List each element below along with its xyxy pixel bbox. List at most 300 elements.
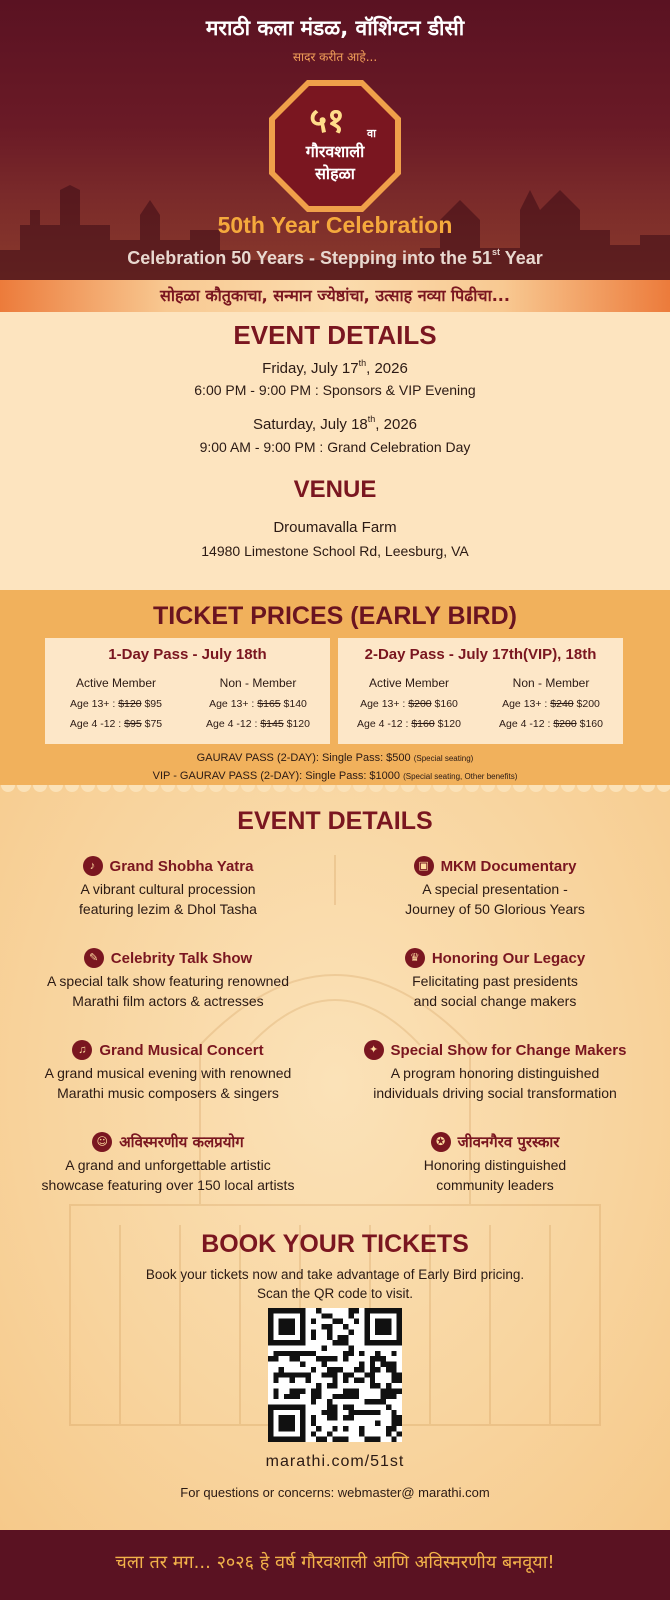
qr-module bbox=[279, 1329, 284, 1334]
scallop-dot bbox=[625, 785, 639, 792]
scallop-dot bbox=[273, 785, 287, 792]
qr-module bbox=[370, 1383, 375, 1388]
qr-module bbox=[364, 1324, 369, 1329]
qr-module bbox=[375, 1356, 380, 1361]
drum-icon: ♪ bbox=[83, 856, 103, 876]
scallop-dot bbox=[65, 785, 79, 792]
qr-module bbox=[300, 1308, 305, 1313]
qr-module bbox=[289, 1404, 294, 1409]
pass-title: 2-Day Pass - July 17th(VIP), 18th bbox=[364, 646, 597, 663]
qr-module bbox=[397, 1335, 402, 1340]
qr-module bbox=[289, 1421, 294, 1426]
qr-module bbox=[311, 1431, 316, 1436]
qr-module bbox=[327, 1335, 332, 1340]
qr-module bbox=[300, 1329, 305, 1334]
qr-module bbox=[327, 1431, 332, 1436]
qr-module bbox=[311, 1351, 316, 1356]
qr-module bbox=[348, 1394, 353, 1399]
scallop-dot bbox=[465, 785, 479, 792]
qr-module bbox=[284, 1351, 289, 1356]
qr-module bbox=[284, 1394, 289, 1399]
qr-module bbox=[375, 1410, 380, 1415]
qr-module bbox=[268, 1356, 273, 1361]
gift-icon: ✦ bbox=[364, 1040, 384, 1060]
scallop-dot bbox=[145, 785, 159, 792]
qr-module bbox=[306, 1372, 311, 1377]
qr-module bbox=[300, 1335, 305, 1340]
qr-module bbox=[279, 1324, 284, 1329]
qr-module bbox=[359, 1367, 364, 1372]
day2-date: Saturday, July 18th, 2026 bbox=[252, 414, 418, 433]
qr-module bbox=[338, 1340, 343, 1345]
qr-module bbox=[386, 1367, 391, 1372]
qr-module bbox=[311, 1329, 316, 1334]
qr-module bbox=[268, 1335, 273, 1340]
qr-module bbox=[284, 1421, 289, 1426]
qr-module bbox=[295, 1394, 300, 1399]
qr-module bbox=[375, 1367, 380, 1372]
scallop-dot bbox=[177, 785, 191, 792]
qr-module bbox=[381, 1356, 386, 1361]
qr-module bbox=[311, 1394, 316, 1399]
qr-module bbox=[295, 1308, 300, 1313]
qr-module bbox=[273, 1351, 278, 1356]
pass-title: 1-Day Pass - July 18th bbox=[108, 646, 267, 663]
qr-module bbox=[279, 1421, 284, 1426]
scallop-dot bbox=[49, 785, 63, 792]
qr-module bbox=[316, 1383, 321, 1388]
qr-module bbox=[300, 1431, 305, 1436]
qr-module bbox=[306, 1378, 311, 1383]
badge-line-1: गौरवशाली bbox=[305, 142, 365, 161]
badge-line-2: सोहळा bbox=[315, 164, 355, 183]
qr-module bbox=[332, 1372, 337, 1377]
qr-module bbox=[343, 1388, 348, 1393]
feature-title: MKM Documentary bbox=[440, 857, 577, 875]
feature-line: A special presentation - bbox=[422, 881, 568, 897]
qr-module bbox=[359, 1410, 364, 1415]
qr-module bbox=[284, 1372, 289, 1377]
scallop-dot bbox=[369, 785, 383, 792]
qr-module bbox=[381, 1388, 386, 1393]
qr-module bbox=[322, 1324, 327, 1329]
qr-module bbox=[348, 1313, 353, 1318]
feature-line: Marathi film actors & actresses bbox=[72, 993, 264, 1009]
scallop-dot bbox=[193, 785, 207, 792]
scalloped-edge bbox=[0, 785, 670, 793]
qr-module bbox=[364, 1313, 369, 1318]
book-tickets-title: BOOK YOUR TICKETS bbox=[201, 1230, 469, 1258]
qr-module bbox=[370, 1410, 375, 1415]
qr-module bbox=[386, 1308, 391, 1313]
qr-module bbox=[375, 1319, 380, 1324]
qr-module bbox=[338, 1335, 343, 1340]
event-details-section bbox=[0, 312, 670, 590]
qr-module bbox=[300, 1421, 305, 1426]
price-row: Age 4 -12 : $160 $120 bbox=[357, 718, 461, 730]
qr-module bbox=[284, 1329, 289, 1334]
qr-module bbox=[332, 1394, 337, 1399]
qr-module bbox=[279, 1404, 284, 1409]
celebration-title: 50th Year Celebration bbox=[217, 212, 453, 238]
qr-module bbox=[397, 1313, 402, 1318]
qr-module bbox=[364, 1308, 369, 1313]
scallop-dot bbox=[385, 785, 399, 792]
qr-module bbox=[343, 1324, 348, 1329]
qr-module bbox=[397, 1319, 402, 1324]
scallop-dot bbox=[353, 785, 367, 792]
qr-module bbox=[311, 1388, 316, 1393]
feature-line: A grand musical evening with renowned bbox=[44, 1065, 292, 1081]
qr-module bbox=[284, 1324, 289, 1329]
qr-module bbox=[316, 1426, 321, 1431]
music-icon: ♫ bbox=[72, 1040, 92, 1060]
qr-module bbox=[359, 1426, 364, 1431]
qr-module bbox=[268, 1415, 273, 1420]
scallop-dot bbox=[529, 785, 543, 792]
qr-module bbox=[311, 1415, 316, 1420]
performer-icon: ☺ bbox=[92, 1132, 112, 1152]
qr-module bbox=[354, 1308, 359, 1313]
feature-mkm-documentary bbox=[345, 855, 645, 919]
qr-module bbox=[370, 1356, 375, 1361]
qr-module bbox=[332, 1383, 337, 1388]
feature-line: A vibrant cultural procession bbox=[80, 881, 256, 897]
qr-module bbox=[289, 1426, 294, 1431]
qr-module bbox=[316, 1437, 321, 1442]
qr-module bbox=[343, 1394, 348, 1399]
qr-module bbox=[397, 1388, 402, 1393]
qr-module bbox=[284, 1308, 289, 1313]
qr-module bbox=[268, 1431, 273, 1436]
qr-module bbox=[338, 1319, 343, 1324]
qr-module bbox=[386, 1340, 391, 1345]
qr-module bbox=[386, 1431, 391, 1436]
scallop-dot bbox=[609, 785, 623, 792]
feature-celebrity-talk-show bbox=[18, 947, 318, 1011]
qr-module bbox=[386, 1319, 391, 1324]
qr-module bbox=[327, 1329, 332, 1334]
qr-module bbox=[343, 1351, 348, 1356]
qr-module bbox=[370, 1437, 375, 1442]
qr-module bbox=[364, 1340, 369, 1345]
qr-module bbox=[391, 1410, 396, 1415]
qr-module bbox=[381, 1319, 386, 1324]
qr-module bbox=[354, 1388, 359, 1393]
qr-module bbox=[279, 1367, 284, 1372]
qr-module bbox=[397, 1421, 402, 1426]
scallop-dot bbox=[657, 785, 670, 792]
qr-module bbox=[343, 1372, 348, 1377]
qr-module bbox=[386, 1388, 391, 1393]
qr-module bbox=[332, 1356, 337, 1361]
qr-module bbox=[370, 1399, 375, 1404]
qr-module bbox=[279, 1351, 284, 1356]
feature-line: Honoring distinguished bbox=[423, 1157, 567, 1173]
qr-module bbox=[268, 1313, 273, 1318]
qr-module bbox=[327, 1324, 332, 1329]
qr-module bbox=[348, 1404, 353, 1409]
qr-module bbox=[364, 1399, 369, 1404]
qr-module bbox=[386, 1329, 391, 1334]
feature-line: community leaders bbox=[436, 1177, 554, 1193]
qr-module bbox=[391, 1378, 396, 1383]
qr-module bbox=[289, 1388, 294, 1393]
qr-module bbox=[289, 1372, 294, 1377]
qr-module bbox=[364, 1329, 369, 1334]
qr-module bbox=[300, 1351, 305, 1356]
qr-module bbox=[375, 1437, 380, 1442]
qr-module bbox=[375, 1421, 380, 1426]
qr-module bbox=[381, 1324, 386, 1329]
qr-module bbox=[370, 1308, 375, 1313]
qr-module bbox=[273, 1372, 278, 1377]
qr-module bbox=[279, 1437, 284, 1442]
price-row: Age 13+ : $165 $140 bbox=[209, 698, 307, 710]
qr-module bbox=[391, 1415, 396, 1420]
qr-module bbox=[268, 1410, 273, 1415]
scallop-dot bbox=[81, 785, 95, 792]
qr-module bbox=[354, 1319, 359, 1324]
day2-time: 9:00 AM - 9:00 PM : Grand Celebration Day bbox=[199, 439, 471, 455]
qr-module bbox=[316, 1308, 321, 1313]
features-title: EVENT DETAILS bbox=[237, 807, 433, 835]
qr-module bbox=[391, 1421, 396, 1426]
qr-module bbox=[332, 1415, 337, 1420]
scallop-dot bbox=[257, 785, 271, 792]
qr-module bbox=[332, 1367, 337, 1372]
ticket-prices-title: TICKET PRICES (EARLY BIRD) bbox=[153, 602, 517, 630]
qr-module bbox=[343, 1415, 348, 1420]
qr-module bbox=[381, 1394, 386, 1399]
book-tickets-line-1: Book your tickets now and take advantage of Early Bird pricing. bbox=[145, 1267, 525, 1282]
qr-module bbox=[370, 1367, 375, 1372]
feature-change-makers bbox=[345, 1039, 645, 1103]
day1-date: Friday, July 17th, 2026 bbox=[262, 358, 408, 377]
qr-module bbox=[268, 1308, 273, 1313]
qr-module bbox=[300, 1410, 305, 1415]
qr-module bbox=[279, 1340, 284, 1345]
event-details-title: EVENT DETAILS bbox=[233, 320, 437, 350]
qr-module bbox=[300, 1362, 305, 1367]
qr-module bbox=[397, 1378, 402, 1383]
qr-module bbox=[354, 1378, 359, 1383]
qr-module bbox=[279, 1372, 284, 1377]
scallop-dot bbox=[577, 785, 591, 792]
qr-module bbox=[311, 1335, 316, 1340]
qr-module bbox=[364, 1437, 369, 1442]
qr-module bbox=[370, 1362, 375, 1367]
venue-address: 14980 Limestone School Rd, Leesburg, VA bbox=[201, 543, 469, 559]
tagline-bar: सोहळा कौतुकाचा, सन्मान ज्येष्ठांचा, उत्साह नव्या पिढीचा... bbox=[0, 280, 670, 312]
qr-module bbox=[375, 1351, 380, 1356]
scallop-dot bbox=[129, 785, 143, 792]
qr-module bbox=[273, 1388, 278, 1393]
qr-module bbox=[322, 1346, 327, 1351]
award-icon: ✪ bbox=[431, 1132, 451, 1152]
qr-module bbox=[289, 1340, 294, 1345]
qr-module bbox=[391, 1351, 396, 1356]
qr-module bbox=[332, 1437, 337, 1442]
active-member-label: Active Member bbox=[75, 676, 157, 690]
qr-module bbox=[327, 1404, 332, 1409]
qr-module bbox=[397, 1329, 402, 1334]
scallop-dot bbox=[449, 785, 463, 792]
qr-module bbox=[300, 1426, 305, 1431]
qr-module bbox=[322, 1437, 327, 1442]
qr-module bbox=[391, 1437, 396, 1442]
price-row: Age 13+ : $120 $95 bbox=[70, 698, 162, 710]
qr-module bbox=[316, 1388, 321, 1393]
scallop-dot bbox=[545, 785, 559, 792]
qr-module bbox=[273, 1378, 278, 1383]
qr-module bbox=[316, 1394, 321, 1399]
qr-code[interactable] bbox=[268, 1308, 402, 1442]
badge-suffix: वा bbox=[367, 127, 376, 140]
qr-module bbox=[391, 1362, 396, 1367]
qr-module bbox=[268, 1404, 273, 1409]
venue-title: VENUE bbox=[293, 476, 377, 503]
qr-module bbox=[311, 1421, 316, 1426]
qr-module bbox=[386, 1404, 391, 1409]
scallop-dot bbox=[113, 785, 127, 792]
scallop-dot bbox=[513, 785, 527, 792]
qr-module bbox=[300, 1388, 305, 1393]
qr-module bbox=[327, 1383, 332, 1388]
qr-module bbox=[268, 1324, 273, 1329]
qr-module bbox=[338, 1367, 343, 1372]
qr-module bbox=[364, 1410, 369, 1415]
feature-line: Marathi music composers & singers bbox=[57, 1085, 279, 1101]
scallop-dot bbox=[321, 785, 335, 792]
scallop-dot bbox=[561, 785, 575, 792]
price-row: Age 13+ : $240 $200 bbox=[502, 698, 600, 710]
booking-url[interactable]: marathi.com/51st bbox=[265, 1453, 405, 1470]
qr-module bbox=[354, 1367, 359, 1372]
price-row: Age 13+ : $200 $160 bbox=[360, 698, 458, 710]
qr-module bbox=[300, 1340, 305, 1345]
contact-line[interactable]: For questions or concerns: webmaster@ marathi.com bbox=[180, 1485, 490, 1500]
qr-module bbox=[397, 1340, 402, 1345]
qr-module bbox=[279, 1415, 284, 1420]
qr-module bbox=[327, 1372, 332, 1377]
feature-line: featuring lezim & Dhol Tasha bbox=[79, 901, 257, 917]
qr-module bbox=[332, 1404, 337, 1409]
qr-module bbox=[327, 1415, 332, 1420]
scallop-dot bbox=[401, 785, 415, 792]
scallop-dot bbox=[641, 785, 655, 792]
active-member-label: Active Member bbox=[368, 676, 450, 690]
qr-module bbox=[284, 1319, 289, 1324]
qr-module bbox=[348, 1372, 353, 1377]
non-member-label: Non - Member bbox=[512, 676, 590, 690]
price-row: Age 4 -12 : $200 $160 bbox=[499, 718, 603, 730]
scallop-dot bbox=[241, 785, 255, 792]
qr-module bbox=[268, 1426, 273, 1431]
qr-module bbox=[386, 1383, 391, 1388]
qr-module bbox=[327, 1399, 332, 1404]
qr-module bbox=[343, 1340, 348, 1345]
qr-module bbox=[381, 1362, 386, 1367]
qr-module bbox=[268, 1329, 273, 1334]
feature-title: जीवनगैरव पुरस्कार bbox=[457, 1133, 560, 1151]
qr-module bbox=[391, 1394, 396, 1399]
qr-module bbox=[289, 1308, 294, 1313]
trophy-icon: ♛ bbox=[405, 948, 425, 968]
anniversary-badge bbox=[267, 78, 403, 214]
qr-module bbox=[311, 1399, 316, 1404]
qr-module bbox=[359, 1351, 364, 1356]
qr-module bbox=[300, 1372, 305, 1377]
feature-title: Celebrity Talk Show bbox=[110, 949, 253, 967]
scallop-dot bbox=[161, 785, 175, 792]
qr-module bbox=[338, 1394, 343, 1399]
org-title: मराठी कला मंडळ, वॉशिंग्टन डीसी bbox=[205, 16, 465, 40]
scallop-dot bbox=[337, 785, 351, 792]
venue-name: Droumavalla Farm bbox=[273, 519, 397, 536]
qr-module bbox=[370, 1340, 375, 1345]
qr-module bbox=[327, 1410, 332, 1415]
qr-module bbox=[284, 1415, 289, 1420]
feature-musical-concert bbox=[18, 1039, 318, 1103]
qr-module bbox=[295, 1404, 300, 1409]
qr-module bbox=[279, 1319, 284, 1324]
qr-module bbox=[370, 1378, 375, 1383]
qr-module bbox=[359, 1378, 364, 1383]
qr-module bbox=[397, 1431, 402, 1436]
qr-module bbox=[300, 1404, 305, 1409]
qr-module bbox=[311, 1367, 316, 1372]
scallop-dot bbox=[305, 785, 319, 792]
scallop-dot bbox=[433, 785, 447, 792]
qr-module bbox=[284, 1426, 289, 1431]
qr-module bbox=[289, 1356, 294, 1361]
non-member-label: Non - Member bbox=[219, 676, 297, 690]
qr-module bbox=[348, 1410, 353, 1415]
qr-module bbox=[359, 1362, 364, 1367]
qr-module bbox=[273, 1404, 278, 1409]
qr-module bbox=[348, 1329, 353, 1334]
feature-line: A special talk show featuring renowned bbox=[46, 973, 290, 989]
qr-module bbox=[295, 1437, 300, 1442]
qr-module bbox=[397, 1308, 402, 1313]
feature-line: Journey of 50 Glorious Years bbox=[405, 901, 585, 917]
qr-module bbox=[273, 1394, 278, 1399]
feature-title: अविस्मरणीय कलप्रयोग bbox=[119, 1133, 244, 1151]
scallop-dot bbox=[481, 785, 495, 792]
qr-module bbox=[359, 1431, 364, 1436]
qr-module bbox=[295, 1340, 300, 1345]
day1-time: 6:00 PM - 9:00 PM : Sponsors & VIP Evening bbox=[194, 382, 476, 398]
qr-module bbox=[279, 1426, 284, 1431]
microphone-icon: ✎ bbox=[84, 948, 104, 968]
qr-module bbox=[279, 1308, 284, 1313]
scallop-dot bbox=[1, 785, 15, 792]
feature-line: Felicitating past presidents bbox=[412, 973, 578, 989]
feature-title: Grand Musical Concert bbox=[99, 1041, 264, 1059]
qr-module bbox=[322, 1356, 327, 1361]
qr-module bbox=[332, 1340, 337, 1345]
qr-module bbox=[311, 1319, 316, 1324]
qr-module bbox=[364, 1335, 369, 1340]
feature-line: showcase featuring over 150 local artists bbox=[41, 1177, 295, 1193]
qr-module bbox=[306, 1351, 311, 1356]
qr-module bbox=[300, 1437, 305, 1442]
qr-module bbox=[327, 1356, 332, 1361]
qr-module bbox=[370, 1372, 375, 1377]
qr-module bbox=[268, 1437, 273, 1442]
qr-module bbox=[397, 1324, 402, 1329]
